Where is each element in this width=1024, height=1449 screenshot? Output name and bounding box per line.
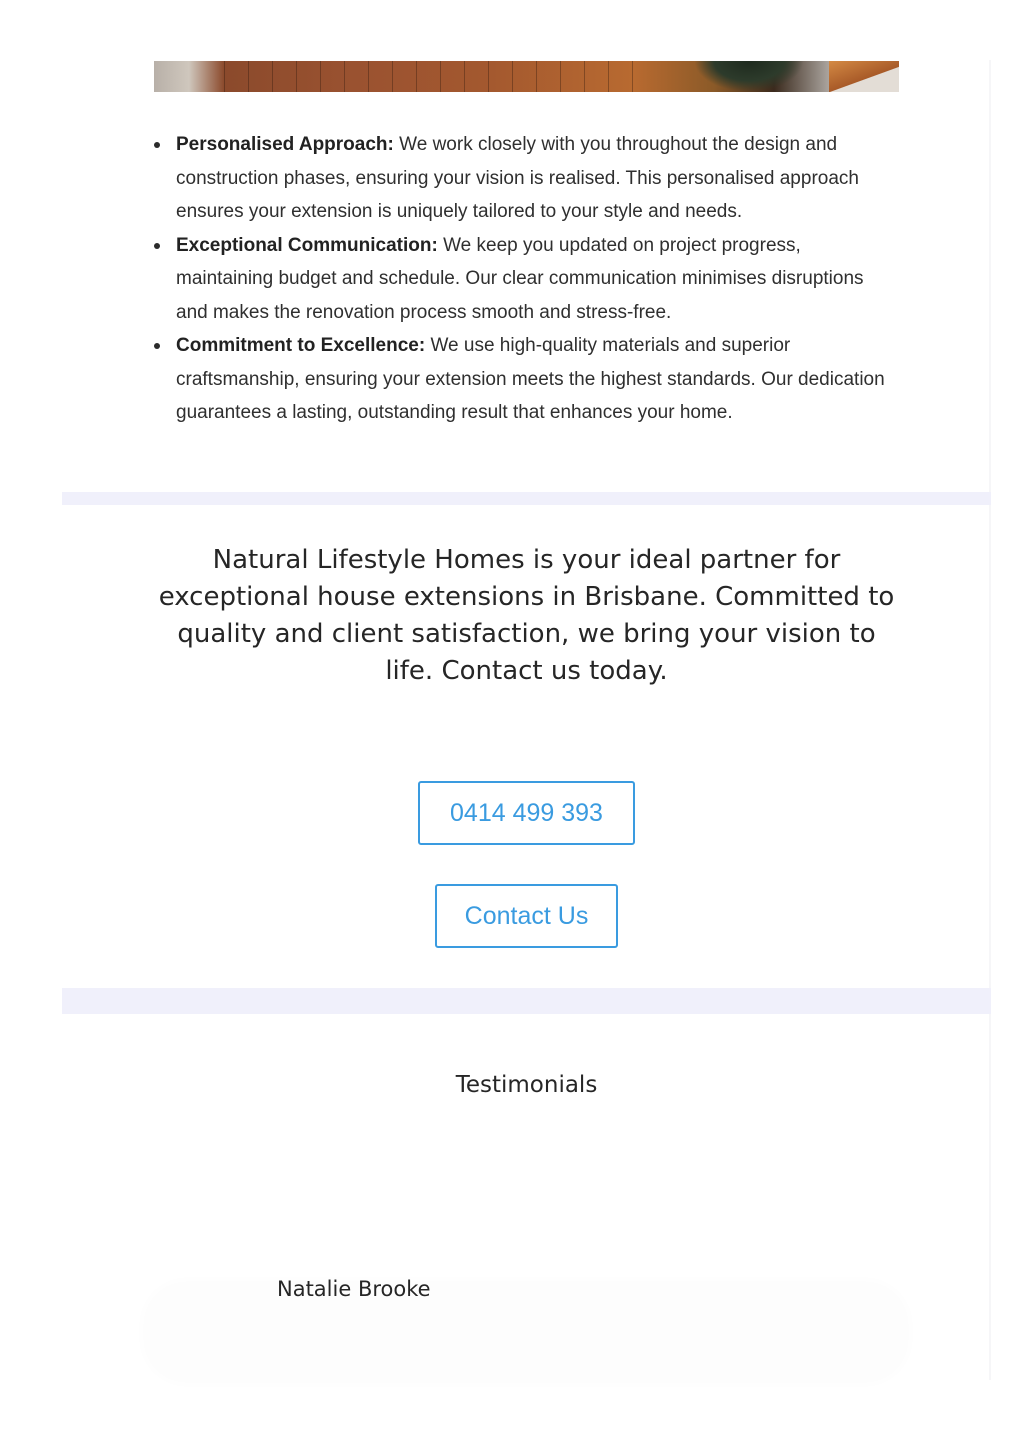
cta-heading: Natural Lifestyle Homes is your ideal partner for exceptional house extensions in Brisbane. Committed to quality and client satisfaction, we bring your vision to life. Contact us today. [158, 545, 895, 686]
feature-title: Exceptional Communication: [176, 234, 438, 256]
section-divider [62, 988, 991, 1014]
plant-pot [694, 61, 804, 92]
testimonial-author: Natalie Brooke [277, 1277, 431, 1301]
testimonials-heading: Testimonials [455, 1072, 598, 1098]
bullet-icon [154, 343, 160, 349]
phone-button[interactable]: 0414 499 393 [418, 781, 635, 845]
floorboards [224, 61, 644, 92]
features-list [154, 128, 894, 430]
feature-text: We use high-quality materials and superior craftsmanship, ensuring your extension meets the highest standards. Our dedication guarantees a lasting, outstanding result that enhances your home. [176, 335, 885, 423]
list-item [154, 229, 894, 330]
staircase [829, 61, 899, 92]
testimonial-card [146, 1284, 906, 1380]
feature-text: We keep you updated on project progress, maintaining budget and schedule. Our clear communication minimises disruptions and makes the renovation process smooth and stress-free. [176, 234, 864, 323]
bullet-icon [154, 243, 160, 249]
hero-image [154, 61, 899, 92]
section-divider [62, 492, 991, 505]
feature-text: We work closely with you throughout the design and construction phases, ensuring your vision is realised. This personalised approach ensures your extension is uniquely tailored to your style and needs. [176, 134, 859, 222]
bullet-icon [154, 142, 160, 148]
page-edge [989, 60, 991, 1380]
list-item [154, 329, 894, 430]
feature-title: Commitment to Excellence: [176, 335, 426, 356]
list-item [154, 128, 894, 229]
feature-title: Personalised Approach: [176, 134, 394, 155]
contact-us-button[interactable]: Contact Us [435, 884, 618, 948]
